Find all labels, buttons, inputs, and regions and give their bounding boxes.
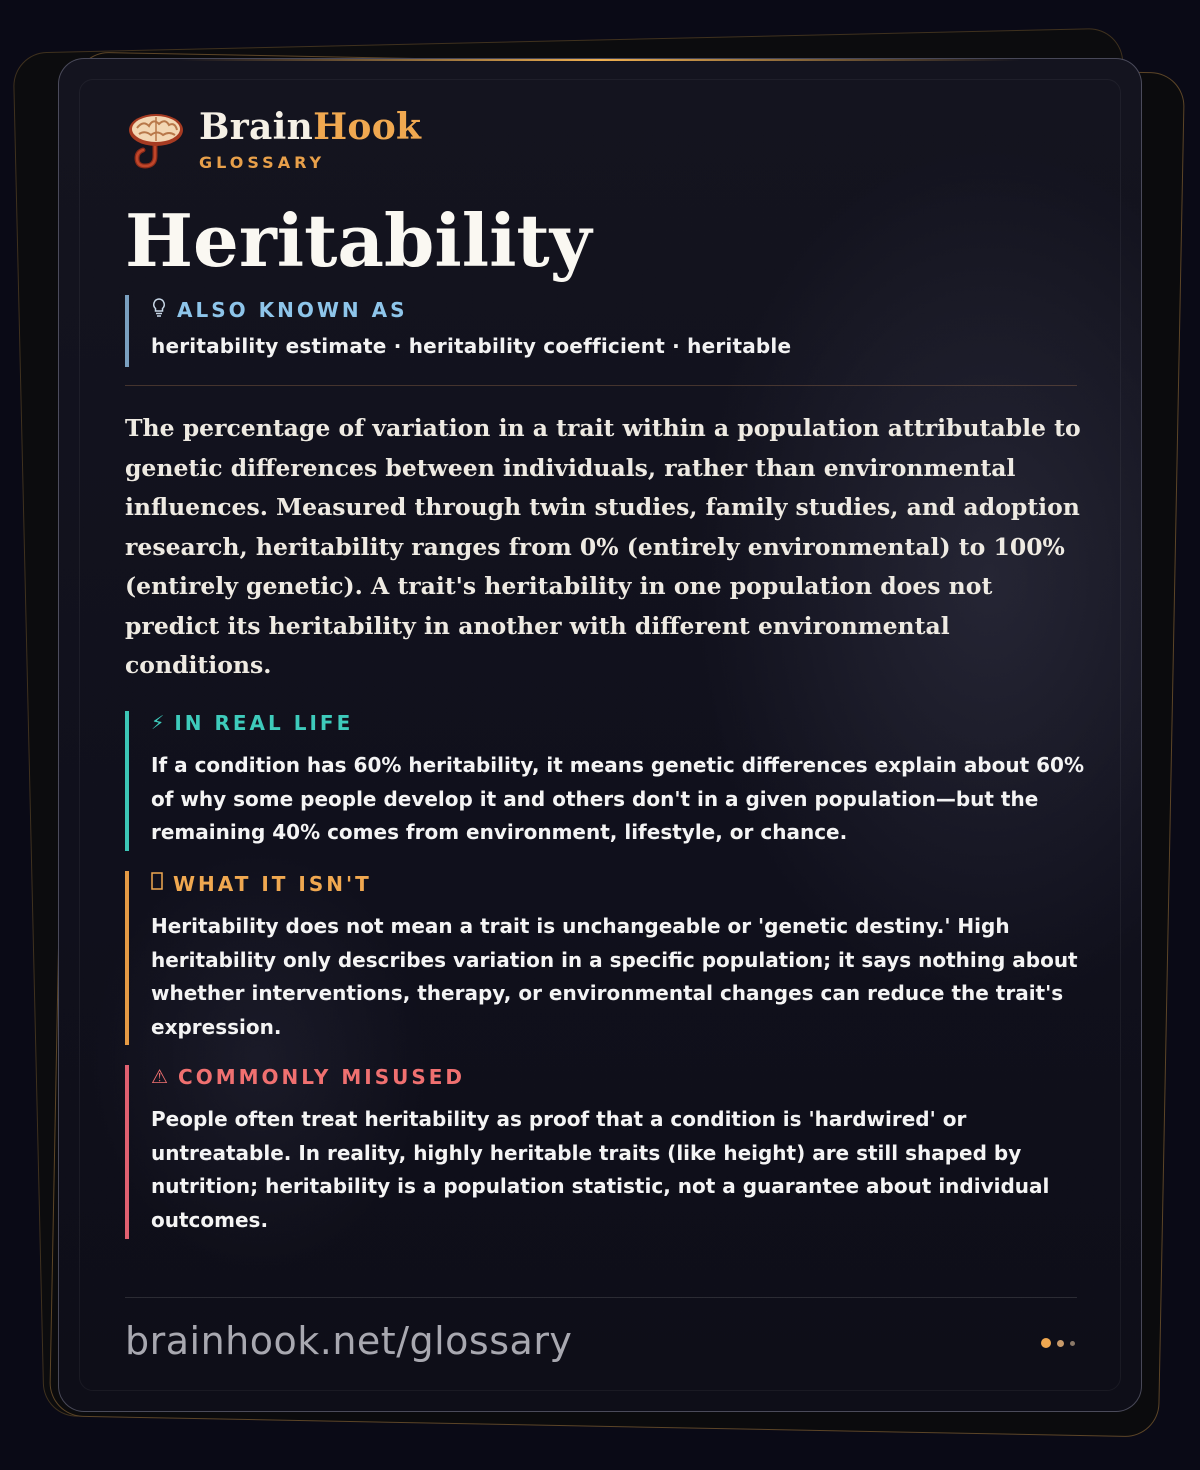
- also-known-as-section: [125, 295, 1077, 367]
- definition-text: The percentage of variation in a trait within a population attributable to genetic differences between individuals, rather than environmental influences. Measured through twin studies, family studies, and adoption research, heritability ranges from 0% (entirely environmental) to 100% (entirely genetic). A trait's heritability in one population does not predict its heritability in another with different environmental conditions.: [125, 414, 1081, 679]
- brand-name: [199, 107, 421, 147]
- page-title: Heritability: [125, 198, 592, 283]
- footer-url-link[interactable]: brainhook.net/glossary: [125, 1319, 573, 1363]
- indicator-dot: [1057, 1340, 1064, 1347]
- brand-header: [125, 107, 421, 172]
- what-it-isnt-label: WHAT IT ISN'T: [173, 871, 372, 896]
- in-real-life-section: [125, 711, 1085, 851]
- also-known-as-terms: heritability estimate · heritability coefficient · heritable: [151, 334, 792, 358]
- in-real-life-body: If a condition has 60% heritability, it means genetic differences explain about 60% of why some people develop it and others don't in a given population—but the remaining 40% comes from environment, lifestyle, or chance.: [151, 753, 1084, 845]
- brand-name-brain: Brain: [199, 106, 314, 148]
- divider: [125, 385, 1077, 386]
- glossary-card: [58, 58, 1142, 1412]
- warning-icon: ⚠: [151, 1066, 169, 1088]
- what-it-isnt-section: [125, 871, 1085, 1045]
- card-accent-line: [179, 59, 1021, 61]
- page-indicator-dots: [1041, 1338, 1081, 1348]
- in-real-life-label: IN REAL LIFE: [174, 711, 354, 735]
- indicator-dot: [1070, 1341, 1075, 1346]
- what-it-isnt-body: Heritability does not mean a trait is unchangeable or 'genetic destiny.' High heritability only describes variation in a specific population; it says nothing about whether interventions, therapy, or environmental changes can reduce the trait's expression.: [151, 914, 1078, 1039]
- footer-divider: [125, 1297, 1077, 1298]
- lightbulb-icon: [151, 297, 167, 322]
- missing-glyph-icon: [151, 871, 163, 896]
- also-known-as-label: ALSO KNOWN AS: [177, 297, 408, 322]
- indicator-dot-active: [1041, 1338, 1051, 1348]
- commonly-misused-body: People often treat heritability as proof that a condition is 'hardwired' or untreatable. In reality, highly heritable traits (like height) are still shaped by nutrition; heritability is a population statistic, not a guarantee about individual outcomes.: [151, 1107, 1050, 1232]
- commonly-misused-section: [125, 1065, 1085, 1239]
- brand-subtitle: GLOSSARY: [199, 153, 326, 172]
- lightning-icon: ⚡: [151, 712, 165, 734]
- brand-name-hook: Hook: [313, 106, 422, 148]
- commonly-misused-label: COMMONLY MISUSED: [178, 1065, 466, 1089]
- brain-hook-logo-icon: [125, 110, 185, 170]
